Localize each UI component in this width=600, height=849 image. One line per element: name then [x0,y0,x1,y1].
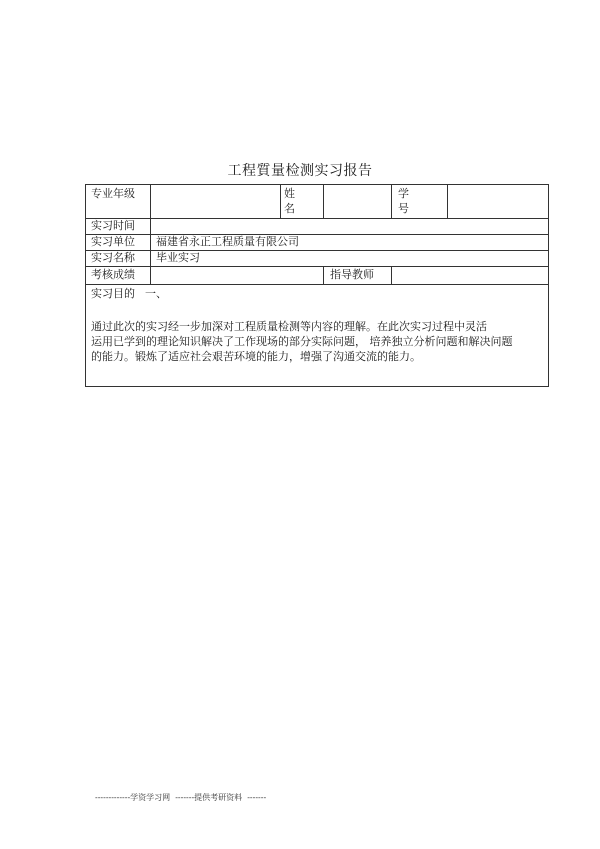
major-grade-label: 专业年级 [91,187,135,200]
student-id-label-bottom: 号 [398,202,409,215]
row-divider [86,284,548,285]
internship-name-value: 毕业实习 [156,251,200,264]
internship-name-label: 实习名称 [91,251,135,264]
purpose-number: 一、 [145,287,167,300]
internship-unit-value: 福建省永正工程质量有限公司 [156,235,299,248]
report-table [85,184,549,387]
internship-time-label: 实习时间 [91,219,135,232]
report-title: 工程質量检测实习报告 [227,163,373,179]
internship-unit-label: 实习单位 [91,235,135,248]
student-id-label-top: 学 [398,187,409,200]
purpose-line: 运用已学到的理论知识解决了工作现场的部分实际问题， 培养独立分析问题和解决问题 [91,335,513,348]
page-footer: -------------学资学习网 -------提供考研资料 ------- [95,793,267,802]
row-divider [86,266,548,267]
column-divider [391,266,392,284]
student-name-label-bottom: 名 [284,202,295,215]
column-divider [447,185,448,218]
purpose-label: 实习目的 [91,287,135,300]
column-divider [280,185,281,218]
purpose-line: 通过此次的实习经一步加深对工程质量检测等内容的理解。在此次实习过程中灵活 [91,320,487,333]
row-divider [86,218,548,219]
column-divider [150,185,151,284]
column-divider [323,266,324,284]
assessment-grade-label: 考核成绩 [91,268,135,281]
student-name-label-top: 姓 [284,187,295,200]
column-divider [391,185,392,218]
column-divider [323,185,324,218]
supervisor-label: 指导教师 [330,268,374,281]
purpose-line: 的能力。锻炼了适应社会艰苦环境的能力，增强了沟通交流的能力。 [91,350,421,363]
